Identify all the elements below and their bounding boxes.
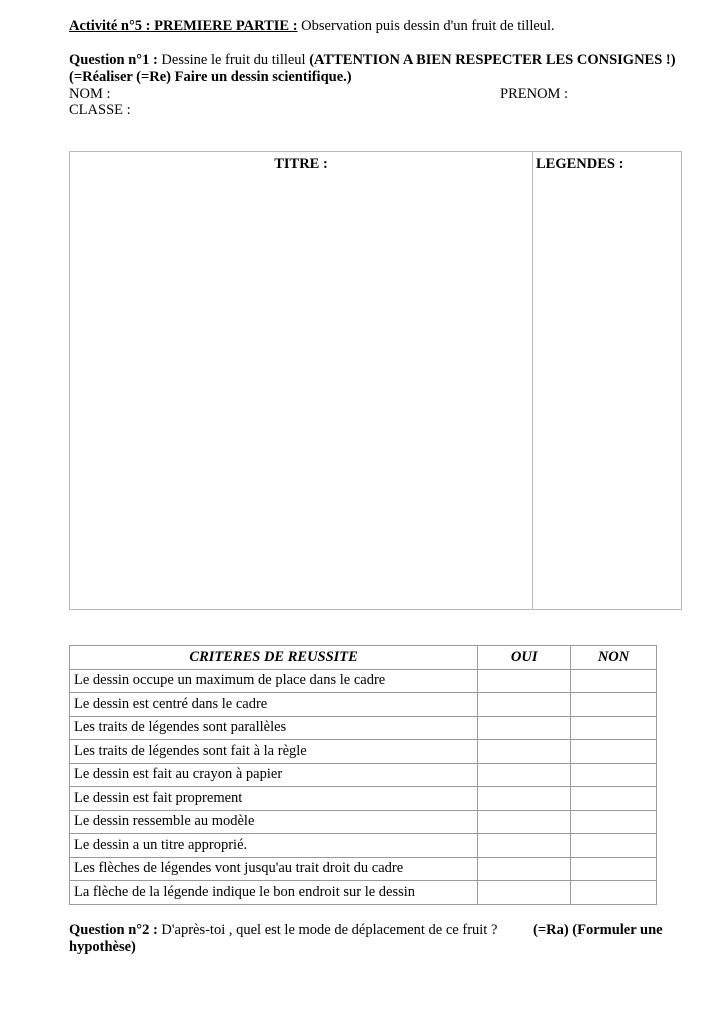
oui-cell[interactable]: [478, 834, 571, 858]
criterion-cell: La flèche de la légende indique le bon endroit sur le dessin: [70, 881, 478, 905]
oui-cell[interactable]: [478, 881, 571, 905]
classe-label: CLASSE :: [69, 102, 131, 118]
criteria-header: CRITERES DE REUSSITE: [70, 646, 478, 670]
activity-heading: [69, 18, 555, 35]
oui-cell[interactable]: [478, 810, 571, 834]
oui-cell[interactable]: [478, 740, 571, 764]
criterion-cell: Le dessin occupe un maximum de place dans le cadre: [70, 669, 478, 693]
question2-line: [69, 922, 497, 939]
non-cell[interactable]: [571, 763, 657, 787]
non-cell[interactable]: [571, 740, 657, 764]
table-row: [70, 881, 657, 905]
non-cell[interactable]: [571, 716, 657, 740]
criterion-cell: Les traits de légendes sont parallèles: [70, 716, 478, 740]
question2-label: Question n°2 :: [69, 922, 158, 938]
table-row: [70, 857, 657, 881]
table-row: [70, 716, 657, 740]
non-cell[interactable]: [571, 881, 657, 905]
criterion-cell: Le dessin est fait au crayon à papier: [70, 763, 478, 787]
question1-text: Dessine le fruit du tilleul: [157, 52, 310, 68]
activity-text: Observation puis dessin d'un fruit de tilleul.: [297, 18, 555, 34]
non-cell[interactable]: [571, 669, 657, 693]
oui-cell[interactable]: [478, 857, 571, 881]
question2-text: D'après-toi , quel est le mode de déplacement de ce fruit ?: [157, 922, 498, 938]
criteria-table: [69, 645, 657, 905]
non-cell[interactable]: [571, 857, 657, 881]
table-row: [70, 810, 657, 834]
question1-label: Question n°1 :: [69, 52, 158, 68]
oui-cell[interactable]: [478, 716, 571, 740]
criterion-cell: Les traits de légendes sont fait à la règle: [70, 740, 478, 764]
non-cell[interactable]: [571, 693, 657, 717]
criteria-header-row: [70, 646, 657, 670]
table-row: [70, 787, 657, 811]
table-row: [70, 669, 657, 693]
oui-header: OUI: [478, 646, 571, 670]
oui-cell[interactable]: [478, 669, 571, 693]
criterion-cell: Le dessin est fait proprement: [70, 787, 478, 811]
table-row: [70, 763, 657, 787]
table-row: [70, 834, 657, 858]
criterion-cell: Le dessin ressemble au modèle: [70, 810, 478, 834]
question1-line: [69, 52, 676, 69]
frame-divider: [532, 152, 533, 609]
drawing-title-label: TITRE :: [274, 156, 328, 172]
criterion-cell: Les flèches de légendes vont jusqu'au trait droit du cadre: [70, 857, 478, 881]
non-cell[interactable]: [571, 810, 657, 834]
legends-label: LEGENDES :: [536, 156, 624, 172]
oui-cell[interactable]: [478, 763, 571, 787]
question1-subline: (=Réaliser (=Re) Faire un dessin scientifique.): [69, 69, 352, 85]
table-row: [70, 693, 657, 717]
criterion-cell: Le dessin a un titre approprié.: [70, 834, 478, 858]
question1-emphasis: (ATTENTION A BIEN RESPECTER LES CONSIGNES !): [309, 52, 676, 68]
oui-cell[interactable]: [478, 787, 571, 811]
non-cell[interactable]: [571, 787, 657, 811]
non-header: NON: [571, 646, 657, 670]
oui-cell[interactable]: [478, 693, 571, 717]
question2-emphasis-cont: hypothèse): [69, 939, 136, 955]
prenom-label: PRENOM :: [500, 86, 569, 102]
criterion-cell: Le dessin est centré dans le cadre: [70, 693, 478, 717]
nom-label: NOM :: [69, 86, 111, 102]
table-row: [70, 740, 657, 764]
non-cell[interactable]: [571, 834, 657, 858]
question2-emphasis: (=Ra) (Formuler une: [533, 922, 663, 938]
activity-label: Activité n°5 : PREMIERE PARTIE :: [69, 18, 298, 34]
drawing-frame: [69, 151, 682, 610]
